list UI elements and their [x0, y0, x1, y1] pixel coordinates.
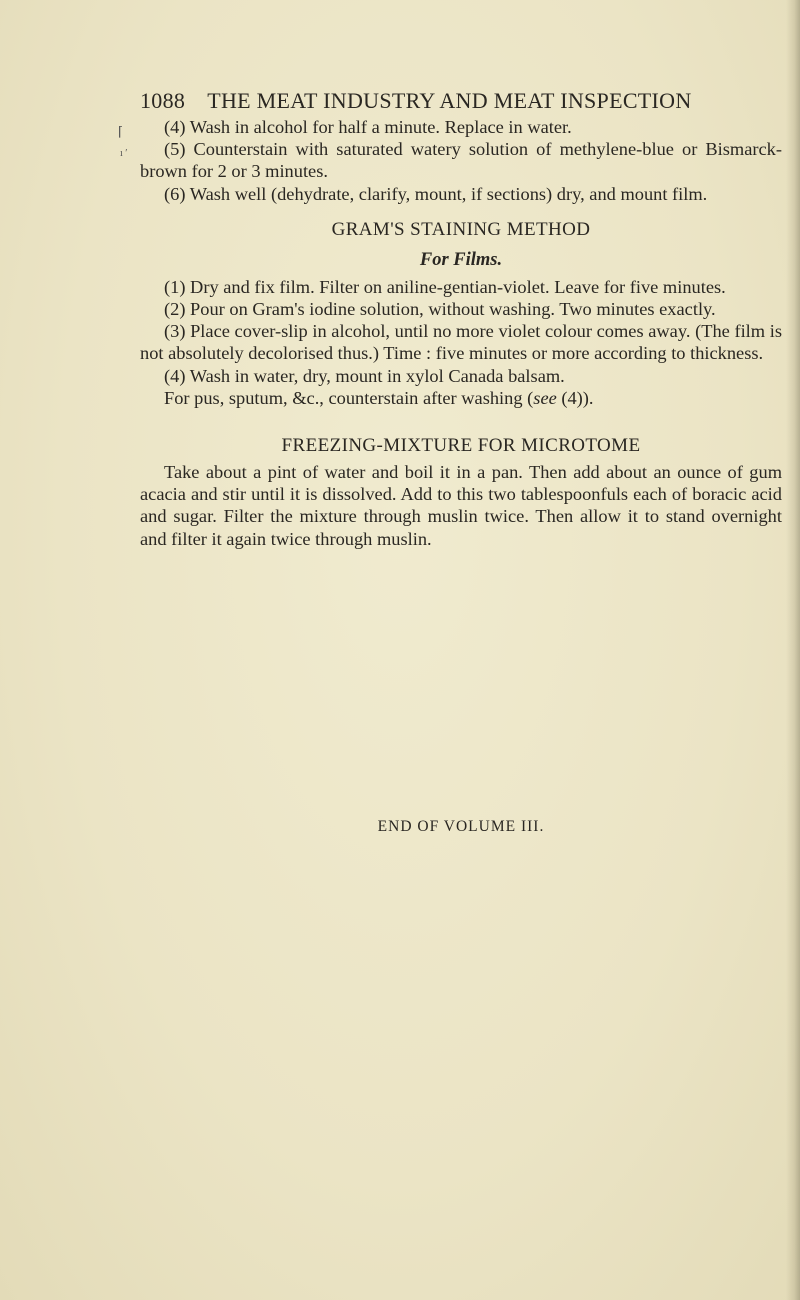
subheading-for-films: For Films.	[419, 249, 503, 270]
freezing-paragraph: Take about a pint of water and boil it in a pan. Then add about an ounce of gum acacia and stir until it is dissolved. Add to this two tablespoonfuls each of boracic acid and sugar. Filter the mixture through muslin twice. Then allow it to stand overnight and filter it again twice through muslin.	[140, 462, 782, 549]
section-heading-gram: GRAM'S STAINING METHOD	[331, 218, 591, 240]
note-paragraph	[140, 387, 782, 409]
note-text-end: (4)).	[556, 387, 594, 408]
page-edge-shadow	[786, 0, 800, 1300]
end-of-volume-note: END OF VOLUME III.	[377, 818, 545, 835]
running-header	[140, 88, 720, 114]
step-paragraph: (6) Wash well (dehydrate, clarify, mount, if sections) dry, and mount film.	[164, 183, 708, 204]
step-paragraph: (1) Dry and fix film. Filter on aniline-gentian-violet. Leave for five minutes.	[164, 276, 726, 297]
body-text	[140, 116, 782, 550]
step-paragraph: (4) Wash in water, dry, mount in xylol Canada balsam.	[164, 365, 565, 386]
step-paragraph: (4) Wash in alcohol for half a minute. Replace in water.	[164, 117, 572, 137]
section-heading-freezing: FREEZING-MIXTURE FOR MICROTOME	[281, 435, 641, 457]
page-number: 1088	[140, 88, 186, 113]
step-paragraph: (2) Pour on Gram's iodine solution, without washing. Two minutes exactly.	[164, 299, 716, 320]
step-paragraph: (3) Place cover-slip in alcohol, until no more violet colour comes away. (The film is not absolutely decolorised thus.) Time : five minutes or more according to thickness.	[140, 321, 782, 364]
running-title: THE MEAT INDUSTRY AND MEAT INSPECTION	[207, 88, 692, 113]
margin-mark: ⌈	[118, 124, 124, 139]
step-paragraph: (5) Counterstain with saturated watery solution of methylene-blue or Bismarck-brown for 2 or 3 minutes.	[140, 139, 782, 182]
note-see: see	[533, 387, 557, 408]
note-text: For pus, sputum, &c., counterstain after washing (	[164, 387, 534, 408]
margin-mark: ı ′	[120, 148, 128, 159]
